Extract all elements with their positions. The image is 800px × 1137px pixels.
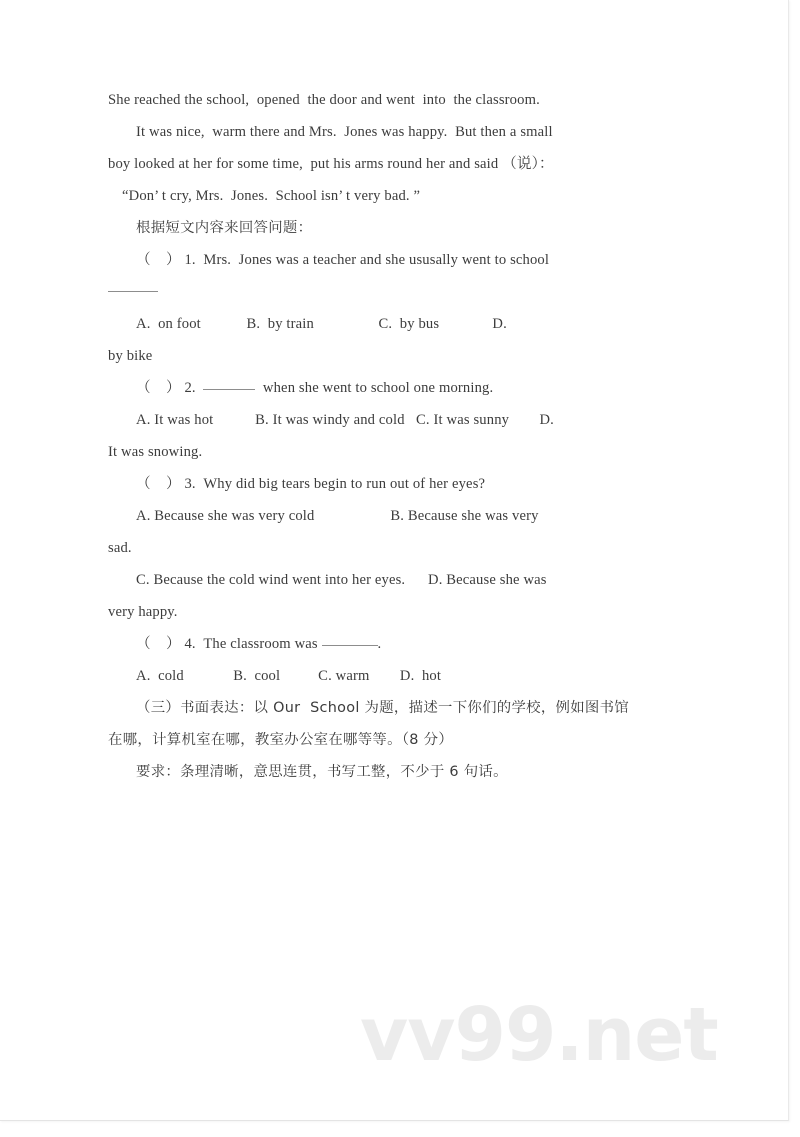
passage-line: “Don’ t cry, Mrs. Jones. School isn’ t very bad. ” — [122, 188, 421, 204]
question-2 — [108, 372, 684, 468]
question-2-options-line-1[interactable]: A. It was hot B. It was windy and cold C. It was sunny D. — [136, 412, 554, 428]
writing-section-line-1: （三）书面表达：以 Our School 为题，描述一下你们的学校，例如图书馆 — [136, 700, 629, 716]
question-4-stem-suffix: . — [377, 636, 382, 652]
question-1-answer-blank — [108, 276, 684, 308]
question-2-stem-prefix: （ ） 2. — [136, 380, 204, 396]
question-1-options-line-2[interactable]: by bike — [108, 348, 153, 364]
blank-underline[interactable] — [203, 389, 255, 390]
question-3-options-line-4[interactable]: very happy. — [108, 604, 178, 620]
blank-underline[interactable] — [108, 291, 158, 292]
question-4-stem-prefix: （ ） 4. The classroom was — [136, 636, 322, 652]
passage-line: It was nice, warm there and Mrs. Jones was happy. But then a small — [136, 124, 553, 140]
writing-section — [108, 692, 684, 788]
question-1-options-line-1[interactable]: A. on foot B. by train C. by bus D. — [136, 316, 507, 332]
question-3-options-line-1[interactable]: A. Because she was very cold B. Because she was very — [136, 508, 539, 524]
question-1-stem-text: （ ） 1. Mrs. Jones was a teacher and she ususally went to school — [136, 252, 550, 268]
blank-underline[interactable] — [322, 645, 378, 646]
document-body — [108, 84, 684, 788]
question-2-options-line-2[interactable]: It was snowing. — [108, 444, 203, 460]
question-2-stem-suffix: when she went to school one morning. — [255, 380, 494, 396]
writing-section-line-2: 在哪，计算机室在哪，教室办公室在哪等等。（8 分） — [108, 732, 454, 748]
passage-line: boy looked at her for some time, put his arms round her and said （说）： — [108, 156, 554, 172]
question-3-options-line-2[interactable]: sad. — [108, 540, 132, 556]
question-3-stem: （ ） 3. Why did big tears begin to run out of her eyes? — [136, 476, 486, 492]
site-watermark: vv99.net — [360, 992, 718, 1078]
question-4-stem — [108, 628, 684, 660]
question-3 — [108, 468, 684, 628]
question-1-stem — [108, 244, 684, 276]
question-3-options-line-3[interactable]: C. Because the cold wind went into her eyes. D. Because she was — [136, 572, 547, 588]
reading-passage — [108, 84, 684, 212]
question-4 — [108, 628, 684, 692]
writing-section-requirement: 要求：条理清晰，意思连贯，书写工整，不少于 6 句话。 — [136, 764, 508, 780]
questions-instruction: 根据短文内容来回答问题： — [136, 220, 313, 236]
question-1 — [108, 244, 684, 372]
question-2-stem — [108, 372, 684, 404]
question-4-options-line-1[interactable]: A. cold B. cool C. warm D. hot — [136, 668, 442, 684]
passage-line: She reached the school, opened the door and went into the classroom. — [108, 92, 540, 108]
